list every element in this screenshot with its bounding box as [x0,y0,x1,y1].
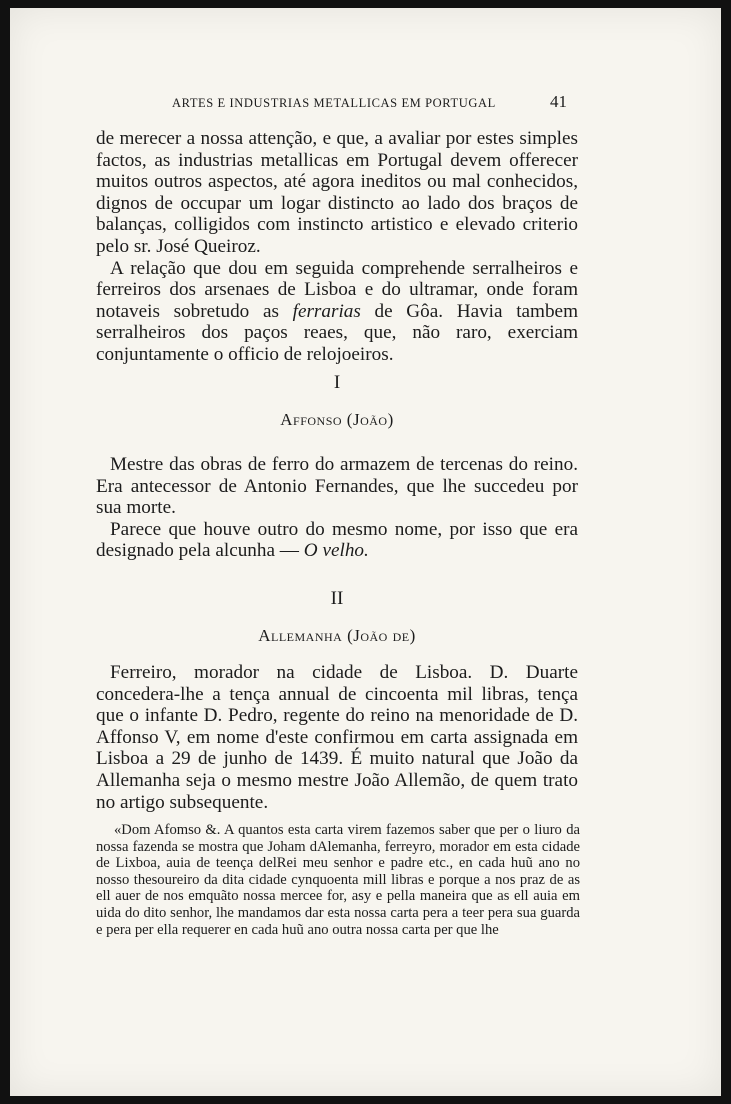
footnote-text: «Dom Afomso &. A quantos esta carta virem fazemos saber que per o liuro da nossa fazenda se mostra que Joham dAlemanha, ferreyro, morador em esta cidade de Lixboa, auia de teença delRei meu senhor e padre etc., en cada huũ ano no nosso thesoureiro da dita cidade cynquoenta mill libras e porque a nos praz de as ell auer de nos emquãto nossa mercee for, asy e pella maneira que as ell auia em uida do dito senhor, lhe mandamos dar esta nossa carta pera a teer pera sua guarda e pera per ella requerer en cada huũ ano outra nossa carta per que lhe [96,822,580,938]
intro-paragraph-2: A relação que dou em seguida comprehende serralheiros e ferreiros dos arsenaes de Lisboa e do ultramar, onde foram notaveis sobretudo as ferrarias de Gôa. Havia tambem serralheiros dos paços reaes, que, não raro, exerciam conjuntamente o officio de relojoeiros. [96,257,578,365]
section-heading-2: Allemanha (João de) [258,626,416,645]
section-1-paragraph-2: Parece que houve outro do mesmo nome, por isso que era designado pela alcunha — O velho. [96,518,578,562]
page-number: 41 [550,92,567,111]
intro-text [96,128,578,366]
intro-paragraph-1: de merecer a nossa attenção, e que, a avaliar por estes simples factos, as industrias metallicas em Portugal devem offerecer muitos outros aspectos, até agora ineditos ou mal conhecidos, dignos de occupar um logar distincto ao lado dos braços de balanças, colligidos com instincto artistico e elevado criterio pelo sr. José Queiroz. [96,128,578,257]
book-page [10,8,721,1096]
section-2-text [96,662,578,813]
italic-nickname: O velho. [303,540,369,562]
section-heading-1: Affonso (João) [280,410,394,429]
footnote [96,822,580,938]
section-numeral-1: I [333,372,341,393]
section-1-paragraph-1: Mestre das obras de ferro do armazem de tercenas do reino. Era antecessor de Antonio Fernandes, que lhe succedeu por sua morte. [96,454,578,519]
section-1-text [96,454,578,562]
running-header: ARTES E INDUSTRIAS METALLICAS EM PORTUGAL [172,96,496,110]
italic-term: ferrarias [292,300,361,322]
section-numeral-2: II [330,588,344,609]
section-2-paragraph-1: Ferreiro, morador na cidade de Lisboa. D. Duarte concedera-lhe a tença annual de cincoenta mil libras, tença que o infante D. Pedro, regente do reino na menoridade de D. Affonso V, em nome d'este confirmou em carta assignada em Lisboa a 29 de junho de 1439. É muito natural que João da Allemanha seja o mesmo mestre João Allemão, de quem trato no artigo subsequente. [96,662,578,813]
